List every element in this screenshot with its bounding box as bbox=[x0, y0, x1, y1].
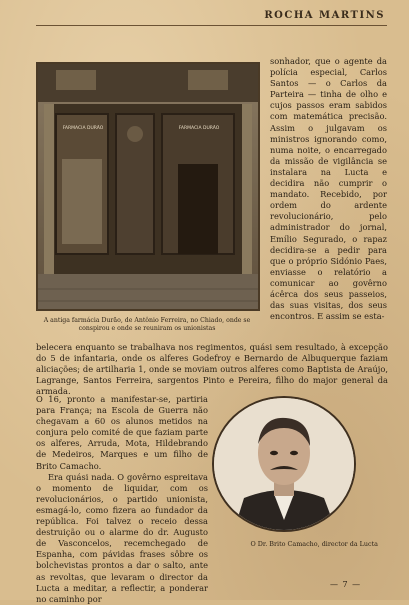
pharmacy-photo bbox=[36, 62, 260, 311]
shop-sign-right: FARMACIA DURÃO bbox=[178, 126, 220, 131]
wide-text bbox=[36, 342, 388, 397]
header-rule bbox=[36, 25, 387, 26]
shop-sign-left: FARMACIA DURÃO bbox=[62, 126, 104, 131]
portrait-brito-camacho bbox=[212, 396, 356, 532]
right-column-text bbox=[270, 56, 387, 322]
left-paragraph-2: Era quási nada. O govêrno espreitava o momento de liquidar, com os revolucionários, o partido unionista, esmagá-lo, como fizera ao fundador da república. Foi talvez o receio dessa destruição ou o alarme do dr. Augusto de Vasconcelos, recemchegado de Espanha, com pávidas frases sôbre os bolchevistas prontos a dar o salto, ante as revoltas, que levaram o director da Lucta a meditar, a reflectir, a ponderar no caminho por bbox=[36, 471, 208, 604]
photo-caption: A antiga farmácia Durão, de Antônio Ferreira, no Chiado, onde se conspirou e onde se reuniram os unionistas bbox=[43, 317, 251, 332]
portrait-caption: O Dr. Brito Camacho, director da Lucta bbox=[250, 540, 378, 548]
page-number: — 7 — bbox=[330, 580, 362, 589]
left-column-text bbox=[36, 394, 208, 605]
wide-paragraph: belecera enquanto se trabalhava nos regimentos, quási sem resultado, à excepção do 5 de infantaria, onde os alferes Godefroy e Bernardo de Albuquerque faziam aliciações; de artilharia 1, onde se moviam outros alferes como Baptista de Araújo, Lagrange, Santos Ferreira, sargentos Pinto e Pereira, filho do major general da armada. bbox=[36, 342, 388, 397]
running-header: ROCHA MARTINS bbox=[264, 10, 385, 21]
portrait-illustration bbox=[214, 398, 354, 530]
left-paragraph-1: O 16, pronto a manifestar-se, partiria para França; na Escola de Guerra não chegavam a 60 os alunos metidos na conjura pelo comité de que faziam parte os alferes, Arruda, Mota, Hildebrando de Medeiros, Marques e um filho de Brito Camacho. bbox=[36, 394, 208, 471]
pharmacy-photo-illustration bbox=[38, 64, 258, 309]
right-column-paragraph: sonhador, que o agente da polícia especial, Carlos Santos — o Carlos da Parteira — tinha de olho e cujos passos eram sabidos com matemática precisão. Assim o julgavam os ministros ignorando como, numa noite, o encarregado da missão de vigilância se instalara na Lucta e decidira não cumprir o mandato. Recebido, por ordem do ardente revolucionário, pelo administrador do jornal, Emílio Segurado, o rapaz decidira-se a pedir para que o próprio Sidónio Paes, enviasse o relatório a comunicar ao govêrno ácêrca dos seus passeios, das suas visitas, dos seus encontros. E assim se esta- bbox=[270, 56, 387, 322]
